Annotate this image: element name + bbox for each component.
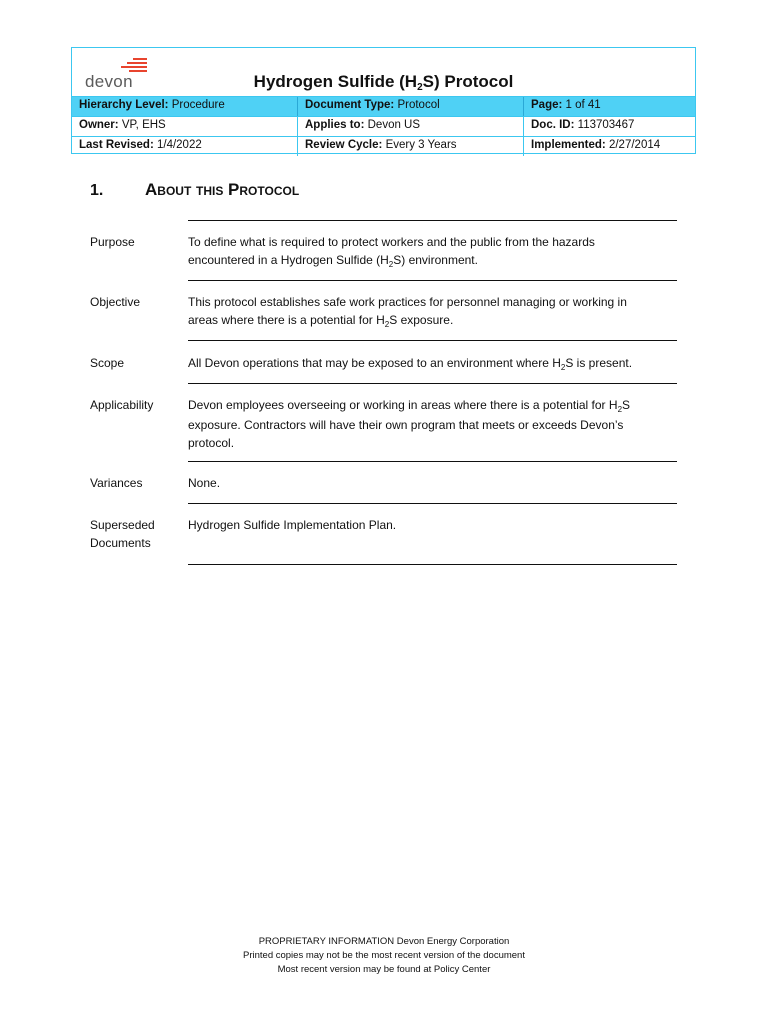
footer-line-1: PROPRIETARY INFORMATION Devon Energy Corporation <box>258 936 510 947</box>
applies-to-cell: Applies to: Devon US <box>298 117 524 136</box>
applicability-text: Devon employees overseeing or working in areas where there is a potential for $H_2S$ exposure. Contractors will have their own program that meets or exceeds Devon’s protocol. <box>188 398 631 450</box>
purpose-label: Purpose <box>90 235 135 249</box>
footer-line-2: Printed copies may not be the most recent version of the document <box>243 950 525 961</box>
owner-cell: Owner: VP, EHS <box>72 117 298 136</box>
header-row-2 <box>72 116 695 136</box>
footer-line-3: Most recent version may be found at Policy Center <box>277 964 491 975</box>
divider <box>188 383 677 384</box>
superseded-text: Hydrogen Sulfide Implementation Plan. <box>188 518 397 532</box>
implemented-cell: Implemented: 2/27/2014 <box>531 139 661 151</box>
purpose-text: To define what is required to protect workers and the public from the hazards encountered in a Hydrogen Sulfide $(H_2S)$ environment. <box>188 235 595 269</box>
divider <box>188 340 677 341</box>
hierarchy-level-cell: Hierarchy Level: Procedure <box>72 97 298 116</box>
scope-text: All Devon operations that may be exposed to an environment where $H_2S$ is present. <box>188 356 633 372</box>
divider <box>188 564 677 565</box>
section-heading <box>90 180 299 200</box>
doc-id-cell: Doc. ID: 113703467 <box>531 119 635 131</box>
page-footer <box>0 935 768 977</box>
divider <box>188 461 677 462</box>
divider <box>188 220 677 221</box>
header-title-bar <box>72 48 695 97</box>
review-cycle-cell: Review Cycle: Every 3 Years <box>298 137 524 156</box>
divider <box>188 280 677 281</box>
logo-text: devon <box>85 72 133 91</box>
variances-label: Variances <box>90 476 143 490</box>
document-header <box>71 47 696 154</box>
logo-bars-icon <box>121 58 147 72</box>
variances-text: None. <box>188 476 221 490</box>
section-number: 1. <box>90 182 104 199</box>
document-type-cell: Document Type: Protocol <box>298 97 524 116</box>
divider <box>188 503 677 504</box>
header-row-3 <box>72 136 695 156</box>
section-title: About this Protocol <box>145 180 300 199</box>
applicability-label: Applicability <box>90 398 154 412</box>
objective-label: Objective <box>90 295 141 309</box>
objective-text: This protocol establishes safe work practices for personnel managing or working in areas where there is a potential for $H_2S$ exposure. <box>188 295 627 329</box>
header-row-1 <box>72 97 695 116</box>
superseded-label: Superseded Documents <box>90 518 155 550</box>
scope-label: Scope <box>90 356 125 370</box>
last-revised-cell: Last Revised: 1/4/2022 <box>72 137 298 156</box>
document-title: Hydrogen Sulfide (H2S) Protocol <box>253 72 514 93</box>
page-cell: Page: 1 of 41 <box>531 99 601 111</box>
